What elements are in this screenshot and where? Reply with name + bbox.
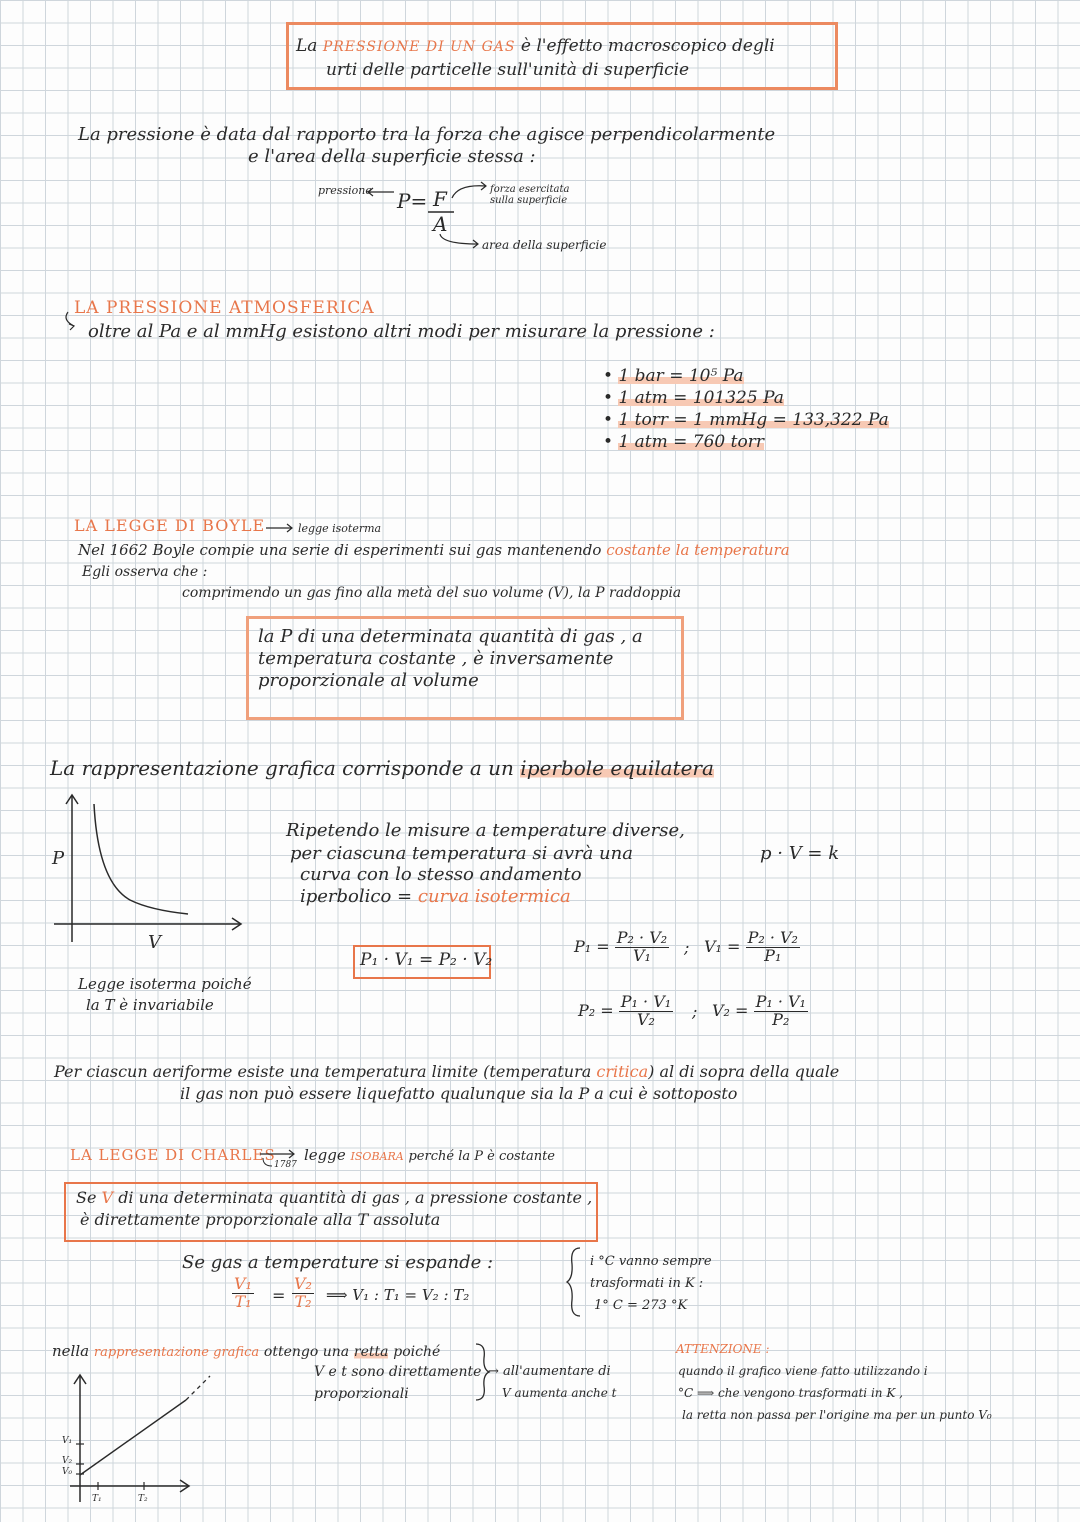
charles-t2: T₂ xyxy=(294,1291,312,1311)
boxed-formula: P₁ · V₁ = P₂ · V₂ xyxy=(360,950,493,970)
prop-result: → all'aumentare di xyxy=(488,1364,611,1379)
charles-law-text: Se xyxy=(76,1188,97,1207)
charles-t1: T₁ xyxy=(234,1291,252,1311)
formula-v2 xyxy=(712,994,808,1029)
prop-line: V e t sono direttamente xyxy=(314,1364,482,1380)
charles-expand: Se gas a temperature si espande : xyxy=(182,1252,494,1273)
formula-p2-den: V₂ xyxy=(636,1009,655,1029)
unit-text: 1 bar = 10⁵ Pa xyxy=(618,366,744,386)
header-text: La xyxy=(296,36,318,56)
formula-p1-den: V₁ xyxy=(632,945,651,965)
charles-fraction-1 xyxy=(232,1276,254,1311)
formula-p2 xyxy=(578,994,673,1029)
boyle-line-1-highlight: costante la temperatura xyxy=(606,541,790,559)
charles-law-line-2: è direttamente proporzionale alla T assoluta xyxy=(80,1210,441,1229)
header-text-2: è l'effetto macroscopico degli xyxy=(520,36,775,56)
charles-year: 1787 xyxy=(274,1160,297,1170)
formula-v2-lhs: V₂ = xyxy=(712,1000,749,1020)
arrow-boyle xyxy=(266,524,296,534)
charles-graph-highlight: rappresentazione grafica xyxy=(93,1345,260,1360)
axis-label-v2: V₂ xyxy=(62,1456,73,1466)
boyle-graph xyxy=(50,792,250,952)
attention-line: °C ⟹ che vengono trasformati in K , xyxy=(678,1386,903,1400)
formula-p1-lhs: P₁ = xyxy=(574,936,610,956)
axis-label-v1: V₁ xyxy=(62,1436,73,1446)
boyle-law-line: temperatura costante , è inversamente xyxy=(258,648,614,669)
graph-intro xyxy=(50,756,714,780)
critical-line-2: il gas non può essere liquefatto qualunque sia la P a cui è sottoposto xyxy=(180,1084,738,1103)
critical-text-2: ) al di sopra della quale xyxy=(648,1062,840,1081)
unit-text: 1 atm = 101325 Pa xyxy=(618,388,784,408)
charles-v2: V₂ xyxy=(294,1274,312,1293)
isoterma-note-2: la T è invariabile xyxy=(86,996,214,1014)
iso-text-line: Ripetendo le misure a temperature diverse, xyxy=(286,820,685,841)
atmospheric-intro: oltre al Pa e al mmHg esistono altri modi per misurare la pressione : xyxy=(88,321,715,342)
attention-line: la retta non passa per l'origine ma per un punto V₀ xyxy=(682,1408,992,1422)
graph-intro-highlight: iperbole equilatera xyxy=(520,756,714,780)
charles-title: LA LEGGE DI CHARLES xyxy=(70,1146,276,1164)
kelvin-note: trasformati in K : xyxy=(590,1276,704,1291)
iso-text-line: curva con lo stesso andamento xyxy=(300,864,582,885)
kelvin-note: 1° C = 273 °K xyxy=(594,1298,688,1313)
boyle-line-1 xyxy=(78,541,790,559)
formula-v2-num: P₁ · V₁ xyxy=(755,992,806,1011)
charles-legge-text: legge xyxy=(304,1146,346,1164)
charles-fraction-2 xyxy=(292,1276,314,1311)
arrow-forza xyxy=(450,180,490,200)
atmospheric-title: LA PRESSIONE ATMOSFERICA xyxy=(74,298,375,318)
prop-line: proporzionali xyxy=(314,1386,409,1402)
charles-graph-intro xyxy=(52,1342,440,1360)
iso-text-highlight: curva isotermica xyxy=(417,886,571,907)
unit-text: 1 atm = 760 torr xyxy=(618,432,764,452)
charles-ratio: ⟹ V₁ : T₁ = V₂ : T₂ xyxy=(326,1286,470,1304)
formula-p1-num: P₂ · V₂ xyxy=(616,928,668,947)
axis-label-t1: T₁ xyxy=(92,1494,102,1504)
formula-p2-num: P₁ · V₁ xyxy=(620,992,672,1011)
attention-line: quando il grafico viene fatto utilizzando i xyxy=(678,1364,928,1378)
boyle-law-line: proporzionale al volume xyxy=(258,670,479,691)
isotherm-curve xyxy=(94,804,188,914)
formula-sep: ; xyxy=(684,938,690,957)
axis-label-t2: T₂ xyxy=(138,1494,148,1504)
unit-text: 1 torr = 1 mmHg = 133,322 Pa xyxy=(618,410,889,430)
formula-num: F xyxy=(433,187,447,211)
formula-v1-lhs: V₁ = xyxy=(704,936,741,956)
axis-label-p: P xyxy=(52,848,65,869)
charles-line xyxy=(80,1400,186,1475)
curved-arrow-icon xyxy=(62,312,82,332)
unit-item: • 1 bar = 10⁵ Pa xyxy=(603,366,744,386)
pressure-def-line-2: e l'area della superficie stessa : xyxy=(248,146,536,167)
charles-graph-retta: retta xyxy=(353,1344,389,1360)
boyle-title: LA LEGGE DI BOYLE xyxy=(74,516,266,535)
charles-graph-text-3: poiché xyxy=(393,1344,441,1360)
boyle-line-3: comprimendo un gas fino alla metà del suo volume (V), la P raddoppia xyxy=(182,585,682,601)
graph-intro-text: La rappresentazione grafica corrisponde a un xyxy=(50,756,514,780)
formula-den: A xyxy=(433,212,448,236)
charles-law-v: V xyxy=(101,1188,114,1207)
pressure-def-line-1: La pressione è data dal rapporto tra la forza che agisce perpendicolarmente xyxy=(78,124,776,145)
label-forza: forza esercitata sulla superficie xyxy=(490,184,570,206)
critical-line-1 xyxy=(54,1062,839,1081)
charles-legge-post: perché la P è costante xyxy=(408,1149,555,1164)
label-pressione: pressione xyxy=(318,184,372,197)
iso-text-line: per ciascuna temperatura si avrà una xyxy=(290,843,633,864)
iso-text: iperbolico = xyxy=(300,886,413,907)
axis-label-v0: V₀ xyxy=(62,1467,73,1477)
formula-p2-lhs: P₂ = xyxy=(578,1000,614,1020)
critical-highlight: critica xyxy=(596,1062,649,1081)
iso-text-line-4 xyxy=(300,886,571,907)
charles-law-line-1 xyxy=(76,1188,592,1207)
kelvin-note: i °C vanno sempre xyxy=(590,1254,712,1269)
pv-constant: p · V = k xyxy=(760,843,840,864)
axis-label-v: V xyxy=(148,932,161,953)
arrow-area xyxy=(438,232,482,248)
unit-item: • 1 atm = 101325 Pa xyxy=(603,388,784,408)
charles-legge xyxy=(304,1146,555,1164)
formula-v2-den: P₂ xyxy=(772,1009,790,1029)
brace-kelvin xyxy=(566,1246,582,1318)
formula-v1-num: P₂ · V₂ xyxy=(747,928,798,947)
charles-graph-text-2: ottengo una xyxy=(263,1344,350,1360)
unit-item: • 1 atm = 760 torr xyxy=(603,432,764,452)
formula-lhs: P= xyxy=(397,189,428,213)
boyle-line-2: Egli osserva che : xyxy=(82,564,208,580)
header-line-2: urti delle particelle sull'unità di superficie xyxy=(326,60,690,80)
unit-item: • 1 torr = 1 mmHg = 133,322 Pa xyxy=(603,410,889,430)
formula-sep-2: ; xyxy=(692,1002,698,1021)
formula-v1-den: P₁ xyxy=(764,945,782,965)
header-line-1 xyxy=(296,36,775,56)
charles-graph xyxy=(60,1372,280,1508)
isoterma-note: Legge isoterma poiché xyxy=(78,975,252,993)
prop-result: V aumenta anche t xyxy=(502,1386,617,1400)
arrow-pressione xyxy=(366,188,396,198)
charles-legge-highlight: ISOBARA xyxy=(350,1150,404,1163)
boyle-subtitle: legge isoterma xyxy=(298,522,382,535)
charles-v1: V₁ xyxy=(234,1274,252,1293)
critical-text: Per ciascun aeriforme esiste una temperatura limite (temperatura xyxy=(54,1062,592,1081)
label-area: area della superficie xyxy=(482,238,607,252)
charles-equals: = xyxy=(272,1286,286,1305)
boyle-law-line: la P di una determinata quantità di gas , a xyxy=(258,626,643,647)
charles-law-text-2: di una determinata quantità di gas , a pressione costante , xyxy=(118,1188,593,1207)
attention-title: ATTENZIONE : xyxy=(676,1342,770,1356)
charles-line-extension xyxy=(186,1376,210,1400)
charles-graph-text: nella xyxy=(52,1342,90,1360)
boyle-line-1-text: Nel 1662 Boyle compie una serie di esperimenti sui gas mantenendo xyxy=(78,541,602,559)
formula-p1 xyxy=(574,930,669,965)
header-keyword: PRESSIONE DI UN GAS xyxy=(322,39,516,55)
formula-v1 xyxy=(704,930,800,965)
